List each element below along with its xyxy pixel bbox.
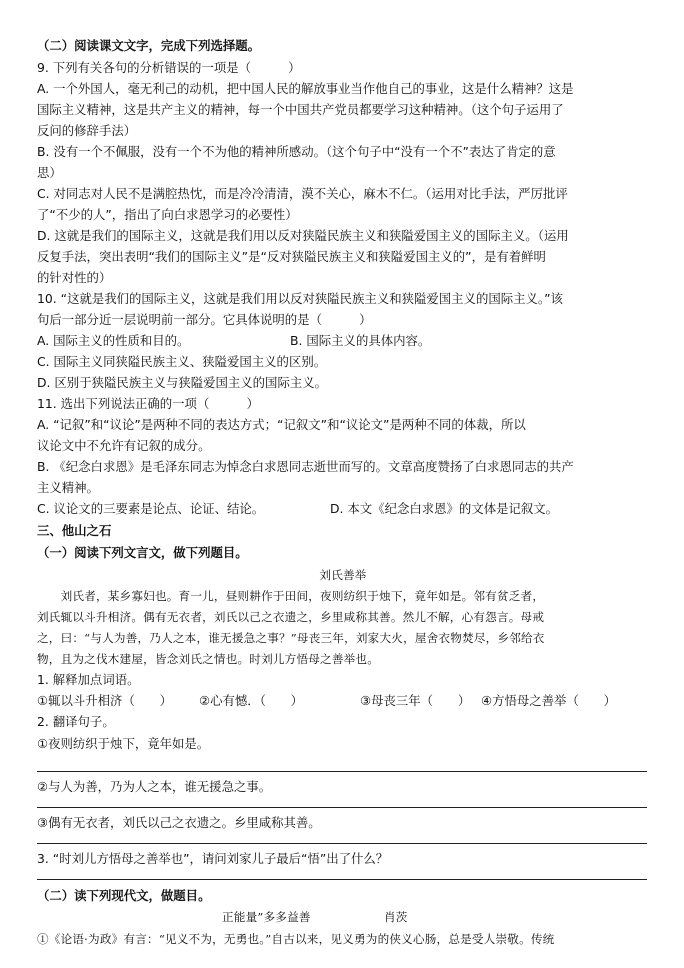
q10-option-b: B. 国际主义的具体内容。 (290, 333, 431, 348)
q9-option-a-line3: 反问的修辞手法） (37, 123, 137, 138)
answer-line-1[interactable] (37, 771, 647, 772)
q9-option-c-line1: C. 对同志对人民不是满腔热忱，而是冷冷清清，漠不关心，麻木不仁。（运用对比手法，严厉批评 (37, 186, 568, 201)
q10-option-d: D. 区别于狭隘民族主义与狭隘爱国主义的国际主义。 (37, 375, 328, 390)
q9-option-a-line2: 国际主义精神，这是共产主义的精神，每一个中国共产党员都要学习这种精神。（这个句子运用了 (37, 102, 564, 117)
word-item-1: ①辄以斗升相济（ ） (37, 693, 173, 708)
word-item-3: ③母丧三年（ ） (360, 693, 471, 708)
modern-reading-heading: （二）读下列现代文，做题目。 (37, 888, 211, 903)
classical-text-line4: 物，且为之伐木建屋，皆念刘氏之情也。时刘儿方悟母之善举也。 (37, 652, 380, 666)
q11-option-a-line2: 议论文中不允许有记叙的成分。 (37, 438, 211, 453)
word-item-4: ④方悟母之善举（ ） (481, 693, 617, 708)
section-heading-reading: （二）阅读课文文字，完成下列选择题。 (37, 38, 261, 53)
q9-option-b-line2: 思） (37, 165, 62, 180)
question-9: 9. 下列有关各句的分析错误的一项是（ ） (37, 60, 301, 75)
translate-sentence-2: ②与人为善，乃为人之本，谁无援急之事。 (37, 779, 272, 794)
modern-text-paragraph1: ①《论语·为政》有言：“见义不为，无勇也。”自古以来，见义勇为的侠义心肠，总是受人崇敬。传统 (37, 932, 555, 946)
modern-text-title: 正能量”多多益善 (222, 910, 311, 924)
q9-option-b-line1: B. 没有一个不佩服，没有一个不为他的精神所感动。（这个句子中“没有一个不”表达了肯定的意 (37, 144, 556, 159)
answer-line-4[interactable] (37, 879, 647, 880)
word-item-2: ②心有憾．（ ） (199, 693, 304, 708)
translate-sentence-3: ③偶有无衣者，刘氏以己之衣遗之。乡里咸称其善。 (37, 815, 321, 830)
q11-option-b-line1: B. 《纪念白求恩》是毛泽东同志为悼念白求恩同志逝世而写的。文章高度赞扬了白求恩同志的共产 (37, 459, 574, 474)
q9-option-d-line2: 反复手法，突出表明“我们的国际主义”是“反对狭隘民族主义和狭隘爱国主义的”，是有着鲜明 (37, 249, 546, 264)
classical-text-title: 刘氏善举 (319, 568, 367, 582)
q10-option-c: C. 国际主义同狭隘民族主义、狭隘爱国主义的区别。 (37, 354, 327, 369)
question-10-line2: 句后一部分近一层说明前一部分。它具体说明的是（ ） (37, 312, 372, 327)
q11-option-c: C. 议论文的三要素是论点、论证、结论。 (37, 501, 265, 516)
classical-text-line1: 刘氏者，某乡寡妇也。育一儿，昼则耕作于田间，夜则纺织于烛下，竟年如是。邻有贫乏者， (37, 589, 545, 603)
q9-option-d-line3: 的针对性的） (37, 270, 112, 285)
q11-option-d: D. 本文《纪念白求恩》的文体是记叙文。 (330, 501, 559, 516)
section-three-heading: 三、他山之石 (37, 523, 112, 538)
task-3-question: 3. “时刘儿方悟母之善举也”，请问刘家儿子最后“悟”出了什么？ (37, 851, 389, 866)
classical-text-line2: 刘氏辄以斗升相济。偶有无衣者，刘氏以己之衣遗之，乡里咸称其善。然儿不解，心有怨言。母戒 (37, 610, 545, 624)
task-2-translate: 2. 翻译句子。 (37, 714, 115, 729)
q9-option-c-line2: 了“不少的人”，指出了向白求恩学习的必要性） (37, 207, 298, 222)
q11-option-b-line2: 主义精神。 (37, 480, 99, 495)
classical-reading-heading: （一）阅读下列文言文，做下列题目。 (37, 545, 248, 560)
q11-option-a-line1: A. “记叙”和“议论”是两种不同的表达方式；“记叙文”和“议论文”是两种不同的体裁，所以 (37, 417, 526, 432)
translate-sentence-1: ①夜则纺织于烛下，竟年如是。 (37, 736, 210, 751)
answer-line-3[interactable] (37, 843, 647, 844)
q9-option-a-line1: A. 一个外国人，毫无利己的动机，把中国人民的解放事业当作他自己的事业，这是什么精神？这是 (37, 81, 574, 96)
answer-line-2[interactable] (37, 807, 647, 808)
task-1-explain-words: 1. 解释加点词语。 (37, 672, 140, 687)
classical-text-line3: 之，曰：“与人为善，乃人之本，谁无援急之事？”母丧三年，刘家大火，屋舍衣物焚尽，乡邻给衣 (37, 631, 545, 645)
modern-text-author: 肖茨 (384, 910, 408, 924)
question-11: 11. 选出下列说法正确的一项（ ） (37, 396, 259, 411)
question-10-line1: 10. “这就是我们的国际主义，这就是我们用以反对狭隘民族主义和狭隘爱国主义的国际主义。”该 (37, 291, 563, 306)
q10-option-a: A. 国际主义的性质和目的。 (37, 333, 190, 348)
q9-option-d-line1: D. 这就是我们的国际主义，这就是我们用以反对狭隘民族主义和狭隘爱国主义的国际主义。（运用 (37, 228, 569, 243)
